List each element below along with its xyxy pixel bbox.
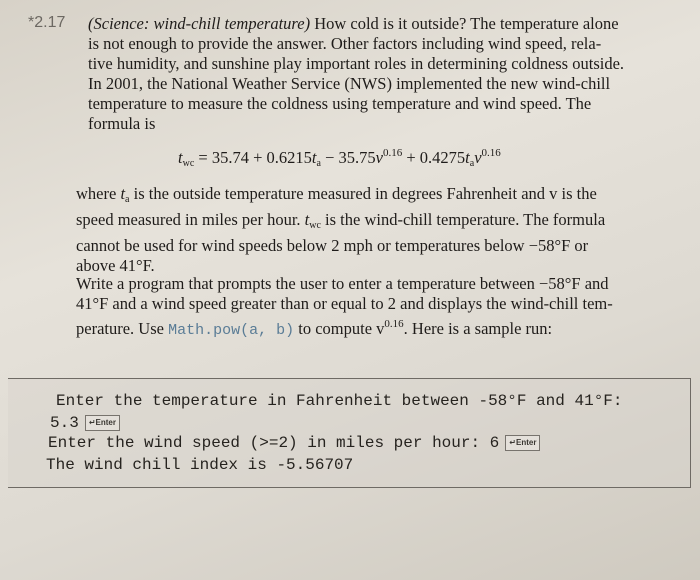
variable-definitions [76,184,650,276]
formula-t-sub: a [316,158,321,169]
sample-run-prompt-wind-speed [48,434,540,452]
task-line-1: Write a program that prompts the user to enter a temperature between −58°F and [76,274,609,293]
intro-line-6: formula is [88,114,156,133]
sample-run-output: The wind chill index is -5.56707 [46,456,354,474]
exercise-number: *2.17 [28,14,66,31]
formula-lhs-sub: wc [182,158,195,169]
exercise-topic: (Science: wind-chill temperature) [88,14,311,33]
where-var-t-sub: a [125,194,130,205]
task-line-2: 41°F and a wind speed greater than or equal to 2 and displays the wind-chill tem- [76,294,613,313]
enter-key-icon: ↵Enter [505,435,540,451]
intro-line-5: temperature to measure the coldness using temperature and wind speed. The [88,94,592,113]
formula-v: v [375,148,383,167]
where-text-2b: is the wind-chill temperature. The formula [320,210,606,229]
formula-eq: = 35.74 + 0.6215 [194,148,312,167]
where-text-4: above 41°F. [76,256,155,275]
wind-chill-formula [178,142,501,175]
enter-key-icon: ↵Enter [85,415,120,431]
where-text-2a: speed measured in miles per hour. [76,210,305,229]
formula-plus: + 0.4275 [402,148,466,167]
task-line-3b: to compute v [294,319,385,338]
formula-minus: − 35.75 [320,148,376,167]
sample-run-prompt-temperature: Enter the temperature in Fahrenheit between -58°F and 41°F: [56,392,623,410]
formula-v-2: v [474,148,482,167]
intro-line-1: How cold is it outside? The temperature alone [310,14,619,33]
temperature-value: 5.3 [50,414,79,432]
where-text-1b: is the outside temperature measured in degrees Fahrenheit and v is the [129,184,597,203]
intro-line-4: In 2001, the National Weather Service (NWS) implemented the new wind-chill [88,74,611,93]
where-var-t: t [120,184,126,203]
where-var-twc-sub: wc [309,220,321,231]
math-pow-code: Math.pow(a, b) [168,322,295,339]
task-line-3c: . Here is a sample run: [403,319,553,338]
formula-t: t [311,148,317,167]
formula-t-2: t [465,148,470,167]
formula-exp-1: 0.16 [382,147,403,159]
formula-lhs: t [178,148,183,167]
sample-run-temperature-input [50,414,120,432]
formula-t-sub-2: a [469,158,475,169]
exercise-intro [88,14,648,134]
task-line-3a: perature. Use [76,319,169,338]
formula-exp-2: 0.16 [481,147,501,159]
intro-line-2: is not enough to provide the answer. Other factors including wind speed, rela- [88,34,602,53]
task-description [76,274,650,341]
where-text-3: cannot be used for wind speeds below 2 mph or temperatures below −58°F or [76,236,589,255]
wind-speed-prompt: Enter the wind speed (>=2) in miles per hour: 6 [48,434,500,452]
where-var-twc: t [304,210,310,229]
where-text-1a: where [76,184,121,203]
intro-line-3: tive humidity, and sunshine play important roles in determining coldness outside. [88,54,625,73]
task-exp: 0.16 [384,318,404,330]
